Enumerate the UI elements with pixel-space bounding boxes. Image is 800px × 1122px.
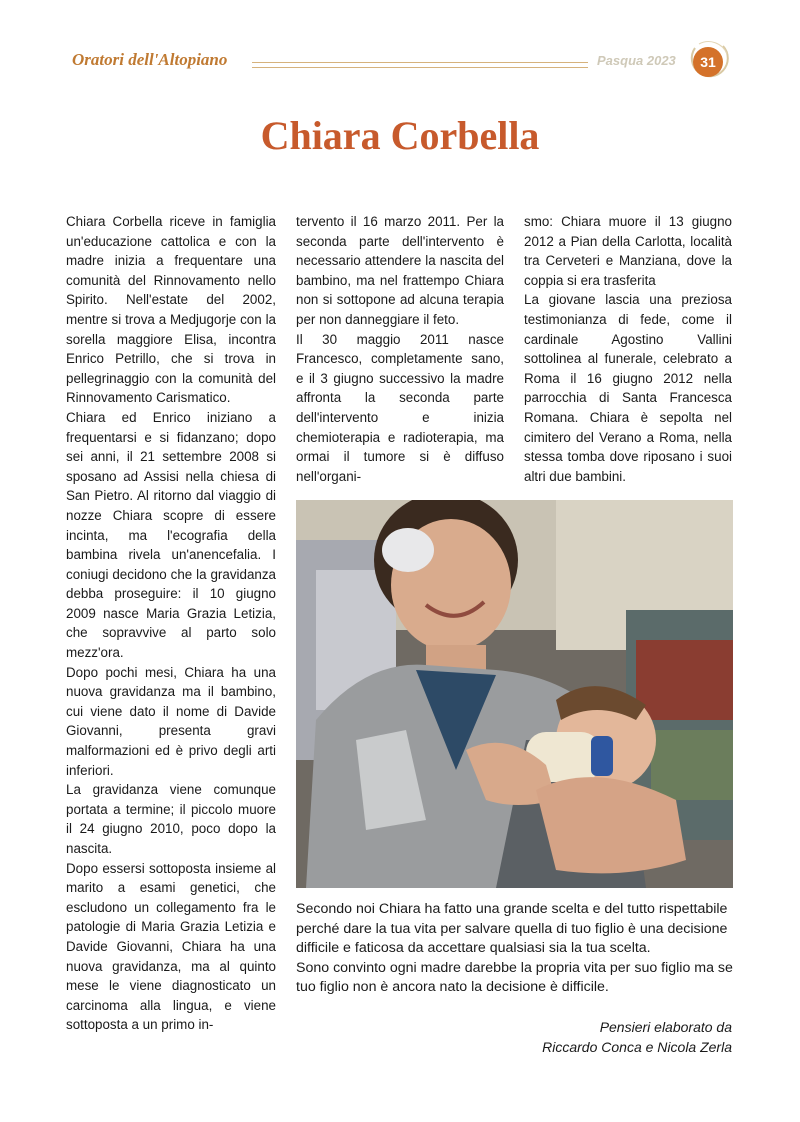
paragraph: Dopo essersi sottoposta insieme al marito a esami genetici, che escludono un collegamento fra le patologie di Maria Grazia Letizia e Davide Giovanni, Chiara ha una nuova gravidanza, ma al quinto mese le viene diagnosticato un carcinoma alla lingua, e viene sottoposta a un primo in-	[66, 860, 276, 1033]
editorial-comment	[296, 900, 736, 998]
issue-label: Pasqua 2023	[597, 53, 676, 68]
mother-feeding-baby-photo	[296, 500, 733, 888]
text-column-1	[66, 212, 276, 1035]
publication-name: Oratori dell'Altopiano	[72, 50, 228, 69]
paragraph: tervento il 16 marzo 2011. Per la seconda parte dell'intervento è necessario attendere la nascita del bambino, ma nel frattempo Chiara non si sottopone ad alcuna terapia per non danneggiare il feto.	[296, 214, 504, 327]
page-number: 31	[693, 47, 723, 77]
text-column-2	[296, 212, 504, 486]
header-divider	[252, 62, 588, 68]
caption-paragraph: Sono convinto ogni madre darebbe la propria vita per suo figlio ma se tuo figlio non è ancora nato la decisione è difficile.	[296, 959, 733, 996]
paragraph: Chiara Corbella riceve in famiglia un'educazione cattolica e con la madre inizia a frequentare una comunità del Rinnovamento nello Spirito. Nell'estate del 2002, mentre si trova a Medjugorje con la sorella maggiore Elisa, incontra Enrico Petrillo, che si trova in pellegrinaggio con la comunità del Rinnovamento Carismatico.	[66, 214, 276, 406]
signature-line: Pensieri elaborato da	[599, 1019, 732, 1035]
paragraph: Dopo pochi mesi, Chiara ha una nuova gravidanza ma il bambino, cui viene dato il nome di Davide Giovanni, presenta gravi malformazioni ed è privo degli arti inferiori.	[66, 664, 276, 778]
paragraph: Chiara ed Enrico iniziano a frequentarsi e si fidanzano; dopo sei anni, il 21 settembre 2008 si sposano ad Assisi nella chiesa di San Pietro. Al ritorno dal viaggio di nozze Chiara scopre di essere incinta, ma l'ecografia della bambina rivela un'anencefalia. I coniugi decidono che la gravidanza debba proseguire: il 10 giugno 2009 nasce Maria Grazia Letizia, che sopravvive al parto solo mezz'ora.	[66, 409, 276, 661]
paragraph: La gravidanza viene comunque portata a termine; il piccolo muore il 24 giugno 2010, poco dopo la nascita.	[66, 782, 276, 856]
paragraph: La giovane lascia una preziosa testimonianza di fede, come il cardinale Agostino Vallini sottolinea al funerale, celebrato a Roma il 16 giugno 2012 nella parrocchia di Santa Francesca Romana. Chiara è sepolta nel cimitero del Verano a Roma, nella stessa tomba dove riposano i suoi altri due bambini.	[524, 292, 732, 484]
paragraph: Il 30 maggio 2011 nasce Francesco, completamente sano, e il 3 giugno successivo la madre affronta la seconda parte dell'intervento e inizia chemioterapia e radioterapia, ma ormai il tumore si è diffuso nell'organi-	[296, 331, 504, 484]
caption-paragraph: Secondo noi Chiara ha fatto una grande scelta e del tutto rispettabile perché dare la tua vita per salvare quella di tuo figlio è una decisione difficile e faticosa da accettare qualsiasi sia la tua scelta.	[296, 901, 728, 957]
text-column-3	[524, 212, 732, 486]
article-title: Chiara Corbella	[260, 113, 540, 158]
signature-authors: Riccardo Conca e Nicola Zerla	[542, 1038, 732, 1055]
paragraph: smo: Chiara muore il 13 giugno 2012 a Pian della Carlotta, località tra Cerveteri e Manziana, dove la coppia si era trasferita	[524, 214, 732, 288]
signature	[450, 1018, 732, 1057]
